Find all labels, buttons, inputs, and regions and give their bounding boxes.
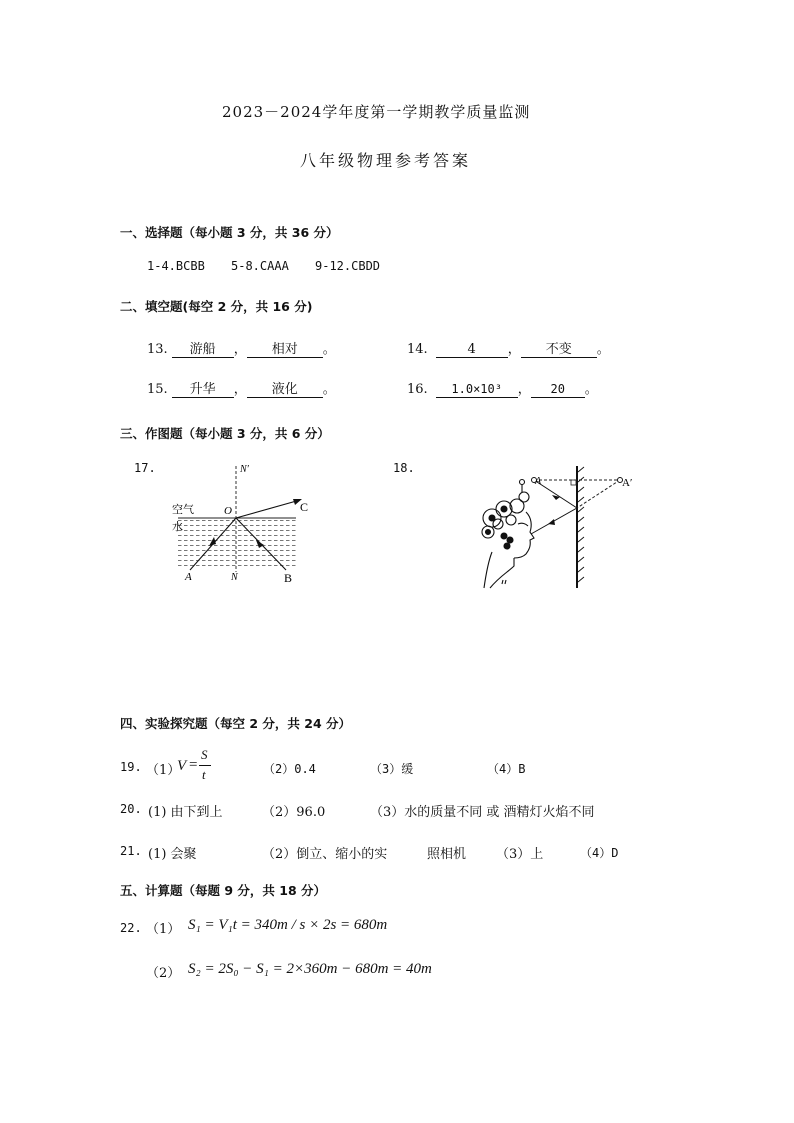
mirror-diagram bbox=[474, 462, 644, 592]
q22-part1-label: （1） bbox=[146, 922, 181, 937]
q19-formula-t: t bbox=[202, 767, 206, 782]
section-5-heading: 五、计算题（每题 9 分，共 18 分） bbox=[120, 883, 327, 898]
label-c: C bbox=[300, 500, 309, 514]
q21-part4: （4）D bbox=[580, 846, 619, 860]
q19-part2: （2）0.4 bbox=[263, 762, 316, 776]
q22-equation-2: S₂ = 2S₀ − S₁ = 2×360m − 680m = 40m bbox=[188, 961, 432, 977]
q19-number: 19. bbox=[120, 760, 142, 774]
refracted-ray bbox=[236, 500, 300, 518]
reflected-arrow-18 bbox=[548, 519, 555, 525]
q20-part2: （2）96.0 bbox=[262, 805, 326, 820]
refraction-diagram bbox=[160, 458, 320, 588]
q21-part1: (1) 会聚 bbox=[148, 847, 197, 862]
q22-equation-1: S₁ = V₁t = 340m / s × 2s = 680m bbox=[188, 917, 388, 933]
q19-formula-s: S bbox=[201, 747, 208, 762]
q14-blank-1: 4 bbox=[436, 342, 508, 358]
document-title: 2023－2024学年度第一学期教学质量监测 bbox=[222, 103, 531, 121]
comma: ， bbox=[233, 382, 247, 397]
label-b: B bbox=[284, 571, 293, 585]
period: 。 bbox=[596, 342, 610, 357]
q16-blank-1: 1.0×10³ bbox=[436, 382, 518, 398]
q19-fraction-bar bbox=[199, 765, 211, 766]
answer-15 bbox=[147, 378, 336, 398]
choice-answers-5-8: 5-8.CAAA bbox=[231, 259, 289, 273]
answer-16 bbox=[407, 378, 598, 398]
q21-number: 21. bbox=[120, 844, 142, 858]
comma: ， bbox=[517, 382, 531, 397]
section-3-heading: 三、作图题（每小题 3 分，共 6 分） bbox=[120, 426, 330, 441]
label-a-prime-18: A′ bbox=[622, 477, 633, 489]
q20-part3: （3）水的质量不同 或 酒精灯火焰不同 bbox=[370, 805, 595, 820]
q16-blank-2: 20 bbox=[531, 382, 585, 398]
document-subtitle: 八年级物理参考答案 bbox=[300, 151, 472, 170]
mirror-hatching bbox=[578, 467, 584, 582]
q19-formula-equals: = bbox=[189, 757, 198, 773]
q20-number: 20. bbox=[120, 802, 142, 816]
q15-number: 15. bbox=[147, 382, 168, 397]
section-2-heading: 二、填空题(每空 2 分，共 16 分) bbox=[120, 299, 313, 314]
virtual-ray bbox=[577, 480, 620, 508]
choice-answers-1-4: 1-4.BCBB bbox=[147, 259, 205, 273]
q19-part1: （1） bbox=[146, 763, 181, 778]
answer-14 bbox=[407, 338, 610, 358]
q22-part2-label: （2） bbox=[146, 966, 181, 981]
label-air: 空气 bbox=[172, 504, 194, 516]
choice-answers-9-12: 9-12.CBDD bbox=[315, 259, 381, 273]
q17-number: 17. bbox=[134, 461, 156, 475]
label-n: N bbox=[231, 572, 238, 583]
q13-blank-2: 相对 bbox=[247, 342, 323, 358]
right-angle-mark bbox=[571, 480, 576, 485]
comma: ， bbox=[507, 342, 521, 357]
q14-number: 14. bbox=[407, 342, 428, 357]
period: 。 bbox=[584, 382, 598, 397]
period: 。 bbox=[322, 382, 336, 397]
q16-number: 16. bbox=[407, 382, 428, 397]
section-1-heading: 一、选择题（每小题 3 分，共 36 分） bbox=[120, 225, 339, 240]
q15-blank-1: 升华 bbox=[172, 382, 234, 398]
answer-13 bbox=[147, 338, 336, 358]
q15-blank-2: 液化 bbox=[247, 382, 323, 398]
q19-formula-v: V bbox=[177, 758, 187, 774]
label-n-prime: N′ bbox=[240, 464, 249, 475]
label-water: 水 bbox=[172, 521, 183, 533]
q13-number: 13. bbox=[147, 342, 168, 357]
q20-part1: (1) 由下到上 bbox=[148, 805, 223, 820]
period: 。 bbox=[322, 342, 336, 357]
label-o: O bbox=[224, 505, 232, 517]
label-a-18: A bbox=[535, 476, 542, 487]
q18-number: 18. bbox=[393, 461, 415, 475]
comma: ， bbox=[233, 342, 247, 357]
section-4-heading: 四、实验探究题（每空 2 分，共 24 分） bbox=[120, 716, 352, 731]
q22-number: 22. bbox=[120, 921, 142, 935]
q19-part4: （4）B bbox=[487, 762, 526, 776]
q14-blank-2: 不变 bbox=[521, 342, 597, 358]
person-figure bbox=[482, 480, 534, 589]
q19-part3: （3）缓 bbox=[370, 762, 414, 776]
q21-part2b: 照相机 bbox=[427, 847, 467, 862]
label-a: A bbox=[185, 571, 192, 583]
q21-part2: （2）倒立、缩小的实 bbox=[262, 847, 388, 862]
q13-blank-1: 游船 bbox=[172, 342, 234, 358]
q21-part3: （3）上 bbox=[496, 847, 544, 862]
